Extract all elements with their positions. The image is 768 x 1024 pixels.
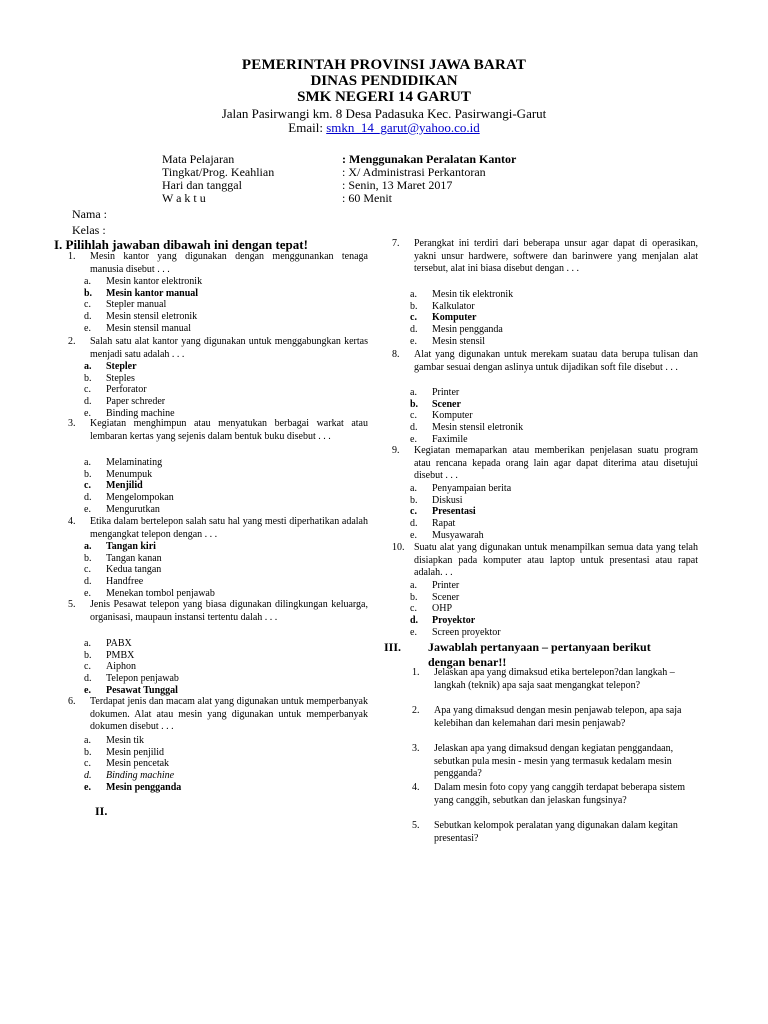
option-letter: e. (84, 503, 91, 515)
essay-number: 1. (412, 667, 420, 678)
option-text: Mesin pencetak (106, 758, 170, 770)
option-text: Proyektor (432, 615, 476, 627)
option-letter: b. (84, 372, 92, 384)
option-letter: a. (84, 361, 92, 372)
option-letter: c. (84, 480, 91, 492)
essay-question-4 (412, 782, 700, 807)
option-letter: c. (84, 384, 91, 396)
option-letter: d. (84, 396, 92, 408)
email-label: Email: (288, 120, 327, 135)
option-letter: c. (84, 661, 91, 673)
option-letter: c. (84, 758, 91, 770)
option-text: Mesin stensil manual (106, 322, 191, 334)
section-3-heading-2: dengan benar!! (428, 655, 507, 669)
option-letter: d. (84, 311, 92, 323)
question-text: Suatu alat yang digunakan untuk menampilkan semua data yang telah disiapkan pada komputer atau laptop untuk presentasi atau rapat adalah. . . (414, 542, 698, 579)
question-number: 1. (68, 251, 76, 262)
header-school: SMK NEGERI 14 GARUT (297, 89, 471, 105)
exam-info-value: : Menggunakan Peralatan Kantor (342, 152, 517, 166)
option-text: Mengurutkan (106, 503, 160, 515)
option-letter: c. (410, 506, 417, 518)
option-letter: b. (410, 300, 418, 312)
question-text: Terdapat jenis dan macam alat yang digunakan untuk memperbanyak dokumen. Alat atau mesin yang digunakan untuk memperbanyak dokumen disebut . . . (90, 696, 368, 733)
exam-info-label: W a k t u (162, 191, 206, 205)
essay-text: Jelaskan apa yang dimaksud etika bertelepon?dan langkah – langkah (teknik) apa saja saat mengangkat telepon? (434, 667, 675, 691)
option-letter: a. (410, 483, 417, 494)
option-letter: a. (84, 638, 91, 649)
option-text: Komputer (432, 312, 477, 324)
option-text: Menjilid (106, 480, 143, 492)
option-text: Handfree (106, 576, 144, 588)
option-letter: e. (84, 407, 91, 419)
option-text: Stepler (106, 361, 137, 372)
essay-number: 4. (412, 782, 420, 793)
option-text: Mesin tik (106, 735, 145, 746)
exam-info-value: : X/ Administrasi Perkantoran (342, 165, 486, 179)
essay-number: 2. (412, 705, 420, 716)
option-letter: b. (84, 649, 92, 661)
option-text: Mesin pengganda (106, 781, 182, 793)
option-text: Scener (432, 591, 460, 603)
option-text: Mesin penjilid (106, 746, 165, 758)
option-text: Mesin pengganda (432, 324, 503, 336)
option-letter: a. (84, 457, 91, 468)
option-text: Screen proyektor (432, 626, 501, 638)
option-text: Mesin kantor elektronik (106, 276, 203, 287)
class-field-label: Kelas : (72, 223, 106, 237)
option-text: Stepler manual (106, 299, 167, 311)
question-number: 6. (68, 696, 76, 707)
option-text: Penyampaian berita (432, 483, 512, 494)
option-text: Binding machine (106, 407, 175, 419)
exam-info-label: Mata Pelajaran (162, 152, 235, 166)
option-letter: c. (84, 564, 91, 576)
option-letter: d. (84, 492, 92, 504)
option-letter: e. (84, 781, 91, 793)
section-3-number: III. (384, 640, 402, 654)
question-number: 4. (68, 516, 76, 527)
option-letter: a. (84, 735, 91, 746)
question-10 (392, 542, 698, 580)
question-text: Kegiatan menghimpun atau menyatukan berbagai warkat atau lembaran kertas yang sejenis dalam bentuk buku disebut . . . (90, 418, 368, 442)
exam-info (162, 153, 582, 207)
question-number: 5. (68, 599, 76, 610)
exam-info-value: : 60 Menit (342, 191, 392, 205)
header-government: PEMERINTAH PROVINSI JAWA BARAT (241, 57, 527, 73)
question-number: 2. (68, 336, 76, 347)
option-letter: b. (84, 468, 92, 480)
question-number: 3. (68, 418, 76, 429)
option-letter: b. (410, 398, 419, 410)
option-text: Menumpuk (106, 468, 153, 480)
question-text: Alat yang digunakan untuk merekam suatau data berupa tulisan dan gambar sesuai dengan aslinya untuk dijadikan soft file disebut . . . (414, 349, 698, 373)
section-1-heading: I. Pilihlah jawaban dibawah ini dengan tepat! (54, 237, 308, 252)
question-text: Kegiatan memaparkan atau memberikan penjelasan suatu program atau rencana kepada orang lain agar dapat diterima atau disetujui disebut . . . (414, 445, 698, 482)
question-1 (68, 251, 368, 276)
option-letter: a. (410, 289, 417, 300)
essay-text: Apa yang dimaksud dengan mesin penjawab telepon, apa saja kelebihan dan kelemahan dari mesin penjawab? (434, 705, 682, 729)
option-text: Rapat (432, 518, 456, 530)
option-letter: e. (410, 626, 417, 638)
option-letter: e. (84, 587, 91, 599)
option-text: PABX (106, 638, 132, 649)
option-letter: b. (84, 746, 92, 758)
option-text: Mesin stensil eletronik (432, 422, 524, 434)
option-text: Binding machine (106, 770, 175, 782)
question-5 (68, 599, 368, 624)
exam-info-value: : Senin, 13 Maret 2017 (342, 178, 453, 192)
essay-question-1 (412, 667, 700, 692)
question-text: Etika dalam bertelepon salah satu hal yang mesti diperhatikan adalah mengangkat telepon dengan . . . (90, 516, 368, 540)
question-6 (68, 696, 368, 734)
option-text: Scener (432, 398, 461, 410)
option-text: Steples (106, 372, 135, 384)
option-letter: b. (84, 552, 92, 564)
option-text: Paper schreder (106, 396, 166, 408)
option-text: Kedua tangan (106, 564, 162, 576)
option-letter: e. (410, 529, 417, 541)
option-text: PMBX (106, 649, 135, 661)
question-text: Mesin kantor yang digunakan dengan menggunankan tenaga manusia disebut . . . (90, 251, 368, 275)
option-text: Mesin stensil (432, 335, 486, 347)
option-text: Printer (432, 580, 460, 591)
option-text: Tangan kiri (106, 541, 156, 552)
question-number: 8. (392, 349, 400, 360)
option-letter: d. (84, 770, 92, 782)
option-letter: e. (410, 335, 417, 347)
question-text: Perangkat ini terdiri dari beberapa unsur agar dapat di operasikan, yakni unsur hardwere, softwere dan barinwere yang menjalan alat tersebut, alat ini biasa disebut dengan . . . (414, 238, 698, 275)
option-letter: c. (410, 603, 417, 615)
header-agency: DINAS PENDIDIKAN (310, 73, 458, 89)
option-text: Presentasi (432, 506, 476, 518)
option-letter: a. (84, 276, 91, 287)
option-letter: e. (84, 684, 91, 696)
name-field-label: Nama : (72, 207, 107, 221)
option-letter: d. (410, 615, 419, 627)
question-2 (68, 336, 368, 361)
option-letter: a. (410, 580, 417, 591)
option-letter: b. (84, 287, 93, 299)
option-letter: d. (84, 673, 92, 685)
option-letter: d. (410, 518, 418, 530)
option-text: Komputer (432, 410, 473, 422)
question-number: 9. (392, 445, 400, 456)
question-8 (392, 349, 698, 374)
question-4 (68, 516, 368, 541)
option-text: Tangan kanan (106, 552, 162, 564)
option-text: Menekan tombol penjawab (106, 587, 215, 599)
question-7 (392, 238, 698, 276)
option-text: Faximile (432, 433, 468, 445)
option-text: Melaminating (106, 457, 163, 468)
question-number: 7. (392, 238, 400, 249)
question-number: 10. (392, 542, 405, 553)
essay-text: Sebutkan kelompok peralatan yang digunakan dalam kegitan presentasi? (434, 820, 678, 844)
option-letter: c. (410, 312, 417, 324)
option-text: Mengelompokan (106, 492, 174, 504)
option-letter: d. (410, 324, 418, 336)
option-text: Diskusi (432, 494, 463, 506)
option-text: Telepon penjawab (106, 673, 179, 685)
question-text: Jenis Pesawat telepon yang biasa digunakan dilingkungan keluarga, organisasi, maupaun instansi tertentu dalah . . . (90, 599, 368, 623)
essay-text: Dalam mesin foto copy yang canggih terdapat beberapa sistem yang canggih, sebutkan dan jelaskan fungsinya? (434, 782, 686, 806)
question-9 (392, 445, 698, 483)
essay-question-3 (412, 743, 700, 781)
essay-question-2 (412, 705, 700, 730)
exam-info-label: Tingkat/Prog. Keahlian (162, 165, 275, 179)
option-letter: a. (84, 541, 92, 552)
option-letter: c. (84, 299, 91, 311)
option-text: Pesawat Tunggal (106, 684, 178, 696)
header-email-line (0, 120, 768, 136)
option-text: Perforator (106, 384, 147, 396)
option-text: Mesin tik elektronik (432, 289, 514, 300)
option-letter: a. (410, 387, 417, 398)
option-letter: c. (410, 410, 417, 422)
exam-info-label: Hari dan tanggal (162, 178, 242, 192)
option-text: Kalkulator (432, 300, 475, 312)
option-text: Printer (432, 387, 460, 398)
option-text: Mesin kantor manual (106, 287, 199, 299)
section-3-heading-1: Jawablah pertanyaan – pertanyaan berikut (428, 640, 651, 654)
option-letter: b. (410, 591, 418, 603)
option-letter: e. (84, 322, 91, 334)
question-text: Salah satu alat kantor yang digunakan untuk menggabungkan kertas menjadi satu adalah . . . (90, 336, 368, 360)
option-letter: b. (410, 494, 418, 506)
header-address: Jalan Pasirwangi km. 8 Desa Padasuka Kec. Pasirwangi-Garut (221, 106, 547, 121)
question-3 (68, 418, 368, 443)
option-letter: d. (84, 576, 92, 588)
option-text: Mesin stensil eletronik (106, 311, 198, 323)
essay-question-5 (412, 820, 700, 845)
essay-number: 5. (412, 820, 420, 831)
email-link[interactable]: smkn_14_garut@yahoo.co.id (326, 120, 480, 135)
option-text: Aiphon (106, 661, 136, 673)
option-text: Musyawarah (432, 529, 484, 541)
option-letter: e. (410, 433, 417, 445)
essay-number: 3. (412, 743, 420, 754)
section-2-heading: II. (95, 804, 108, 818)
option-letter: d. (410, 422, 418, 434)
option-text: OHP (432, 603, 453, 615)
essay-text: Jelaskan apa yang dimaksud dengan kegiatan penggandaan, sebutkan pula mesin - mesin yang termasuk kedalam mesin pengganda? (434, 743, 674, 780)
